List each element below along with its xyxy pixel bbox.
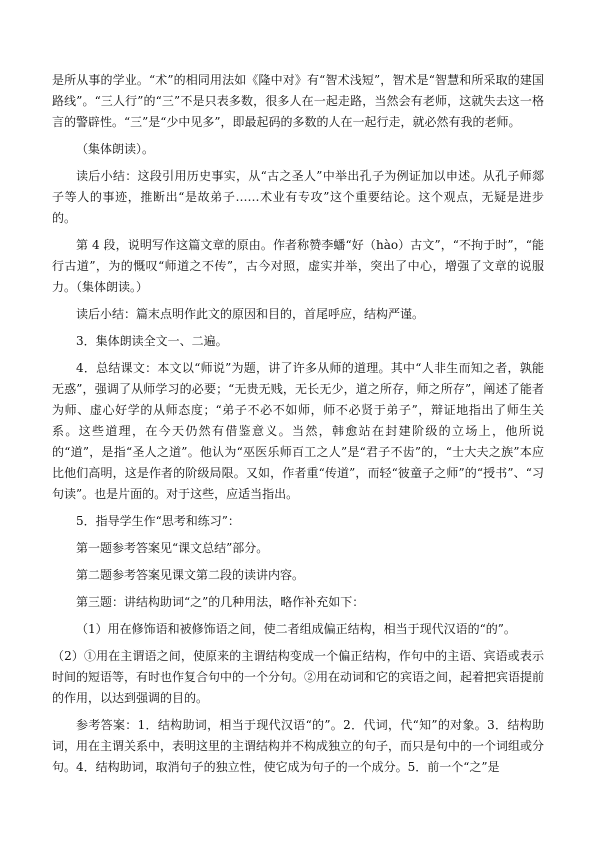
document-page [52, 70, 544, 784]
paragraph-section-4: 第 4 段，说明写作这篇文章的原由。作者称赞李蟠“好（hào）古文”，“不拘于时”，“能行古道”，为的慨叹“师道之不传”，古今对照，虚实并举，突出了中心，增强了文章的说服力。（集体朗读。） [52, 238, 544, 294]
paragraph-summary-4: 读后小结：篇末点明作此文的原因和目的，首尾呼应，结构严谨。 [76, 307, 425, 321]
paragraph-usage-2: （2）①用在主谓语之间，使原来的主谓结构变成一个偏正结构，作句中的主语、宾语或表示时间的短语等，有时也作复合句中的一个分句。②用在动词和它的宾语之间，起着把宾语提前的作用，以达到强调的目的。 [52, 649, 545, 705]
paragraph-read-note-1: （集体朗读）。 [76, 142, 155, 156]
paragraph-step-5: 5．指导学生作“思考和练习”： [76, 514, 240, 528]
paragraph-continuation: 是所从事的学业。“术”的相同用法如《隆中对》有“智术浅短”，智术是“智慧和所采取的建国路线”。“三人行”的“三”不是只表多数，很多人在一起走路，当然会有老师，这就失去这一格言的警辟性。“三”是“少中见多”，即最起码的多数的人在一起行走，就必然有我的老师。 [52, 73, 544, 129]
paragraph-summary-3: 读后小结：这段引用历史事实，从“古之圣人”中举出孔子为例证加以申述。从孔子师郯子等人的事迹，推断出“是故弟子……术业有专攻”这个重要结论。这个观点，无疑是进步的。 [52, 169, 544, 225]
paragraph-answer-2: 第二题参考答案见课文第二段的读讲内容。 [76, 568, 305, 582]
paragraph-step-4: 4．总结课文：本文以“师说”为题，讲了许多从师的道理。其中“人非生而知之者，孰能无惑”，强调了从师学习的必要；“无贵无贱，无长无少，道之所存，师之所存”，阐述了能者为师、虚心好学的从师态度；“弟子不必不如师，师不必贤于弟子”，辩证地指出了师生关系。这些道理，在今天仍然有借鉴意义。当然，韩愈站在封建阶级的立场上，他所说的“道”，是指“圣人之道”。他认为“巫医乐师百工之人”是“君子不齿”的，“士大夫之族”本应比他们高明，这是作者的阶级局限。又如，作者重“传道”，而轻“彼童子之师”的“授书”、“习句读”。也是片面的。对于这些，应适当指出。 [52, 361, 544, 501]
paragraph-step-3: 3．集体朗读全文一、二遍。 [76, 334, 228, 348]
paragraph-answer-3: 第三题：讲结构助词“之”的几种用法，略作补充如下： [76, 595, 365, 609]
paragraph-answer-1: 第一题参考答案见“课文总结”部分。 [76, 541, 269, 555]
paragraph-usage-1: （1）用在修饰语和被修饰语之间，使二者组成偏正结构，相当于现代汉语的“的”。 [76, 622, 516, 636]
paragraph-reference-answers: 参考答案：1．结构助词，相当于现代汉语“的”。2．代词，代“知”的对象。3．结构助词，用在主谓关系中，表明这里的主谓结构并不构成独立的句子，而只是句中的一个词组或分句。4．结构助词，取消句子的独立性，使它成为句子的一个成分。5．前一个“之”是 [52, 718, 545, 774]
